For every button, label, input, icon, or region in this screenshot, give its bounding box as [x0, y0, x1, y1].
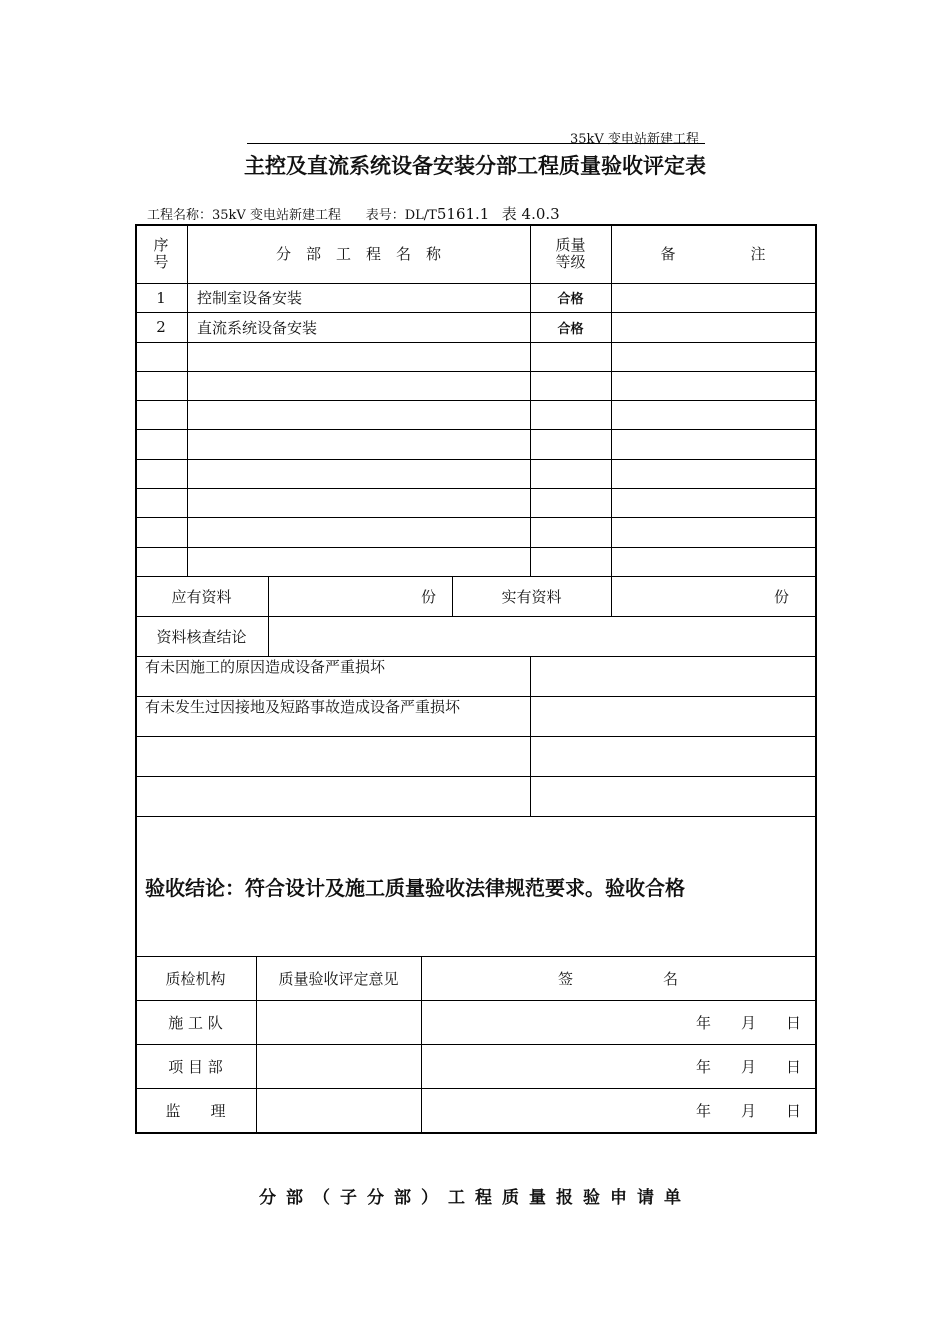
- row-seq: [135, 517, 187, 547]
- row-name: [187, 517, 530, 547]
- table-border-bottom: [135, 1132, 817, 1134]
- row-remark: [611, 400, 815, 429]
- sign-date: 年 月 日: [695, 1013, 801, 1032]
- table-col-rule: [268, 616, 269, 656]
- row-remark: [611, 488, 815, 517]
- sign-header-sign: 签 名: [557, 969, 678, 988]
- form-label: 表号：DL/T: [365, 208, 437, 223]
- row-remark: [611, 312, 815, 342]
- row-name: 直流系统设备安装: [197, 318, 318, 337]
- doc-check-label: 资料核查结论: [156, 627, 247, 646]
- row-grade: [530, 547, 611, 576]
- sign-header-org: 质检机构: [165, 969, 226, 988]
- row-remark: [611, 371, 815, 400]
- sign-org: 施 工 队: [168, 1013, 223, 1032]
- header-rule: [247, 143, 705, 144]
- project-name-top: 35kV 变电站新建工程: [570, 132, 699, 147]
- header-remark: 备 注: [660, 245, 766, 263]
- page-title: 主控及直流系统设备安装分部工程质量验收评定表: [244, 154, 706, 178]
- table-row-rule: [135, 776, 815, 777]
- row-grade: [530, 400, 611, 429]
- row-name: [187, 371, 530, 400]
- check-item: 有未因施工的原因造成设备严重损坏: [145, 658, 386, 676]
- form-meta: [147, 203, 560, 224]
- row-grade: [530, 342, 611, 371]
- required-docs-label: 应有资料: [171, 587, 232, 606]
- project-label: 工程名称：35kV 变电站新建工程: [147, 208, 341, 223]
- row-seq: [135, 488, 187, 517]
- row-remark: [611, 547, 815, 576]
- row-name: [187, 400, 530, 429]
- row-grade: [530, 371, 611, 400]
- row-seq: [135, 429, 187, 459]
- row-name: [187, 429, 530, 459]
- row-seq: [135, 342, 187, 371]
- table-label: 表 4.0.3: [501, 205, 560, 223]
- row-name: [187, 547, 530, 576]
- row-remark: [611, 429, 815, 459]
- row-name: [187, 488, 530, 517]
- sign-org: 项 目 部: [168, 1057, 223, 1076]
- row-remark: [611, 459, 815, 488]
- table-border-right: [815, 224, 817, 1134]
- table-row-rule: [135, 736, 815, 737]
- sign-org: 监 理: [165, 1101, 226, 1120]
- row-grade: [530, 517, 611, 547]
- row-seq: 2: [156, 318, 166, 336]
- sign-header-opinion: 质量验收评定意见: [278, 969, 399, 988]
- required-docs-unit: 份: [420, 587, 436, 606]
- row-seq: [135, 400, 187, 429]
- row-grade: [530, 488, 611, 517]
- table-col-rule: [530, 656, 531, 696]
- form-number: 5161.1: [436, 205, 490, 223]
- bottom-title: 分部（子分部）工程质量报验申请单: [259, 1188, 691, 1208]
- sign-date: 年 月 日: [695, 1101, 801, 1120]
- table-col-rule: [530, 776, 531, 816]
- row-grade: [530, 459, 611, 488]
- row-grade: 合格: [557, 321, 584, 337]
- check-item: 有未发生过因接地及短路事故造成设备严重损坏: [145, 698, 461, 716]
- sign-date: 年 月 日: [695, 1057, 801, 1076]
- table-col-rule: [256, 1088, 257, 1132]
- actual-docs-unit: 份: [773, 587, 789, 606]
- row-grade: [530, 429, 611, 459]
- actual-docs-label: 实有资料: [501, 587, 562, 606]
- table-col-rule: [530, 736, 531, 776]
- row-seq: [135, 459, 187, 488]
- table-col-rule: [256, 1000, 257, 1044]
- row-seq: 1: [156, 288, 166, 307]
- row-remark: [611, 517, 815, 547]
- header-grade: 质量 等级: [555, 235, 586, 271]
- row-name: 控制室设备安装: [197, 289, 303, 307]
- table-col-rule: [530, 696, 531, 736]
- table-col-rule: [256, 1044, 257, 1088]
- header-seq: 序 号: [153, 235, 169, 271]
- row-name: [187, 342, 530, 371]
- acceptance-conclusion: 验收结论：符合设计及施工质量验收法律规范要求。验收合格: [145, 876, 685, 900]
- row-seq: [135, 371, 187, 400]
- table-row-rule: [135, 816, 815, 817]
- row-grade: 合格: [557, 292, 584, 307]
- header-name: 分 部 工 程 名 称: [275, 245, 441, 263]
- row-seq: [135, 547, 187, 576]
- row-remark: [611, 283, 815, 312]
- row-name: [187, 459, 530, 488]
- row-remark: [611, 342, 815, 371]
